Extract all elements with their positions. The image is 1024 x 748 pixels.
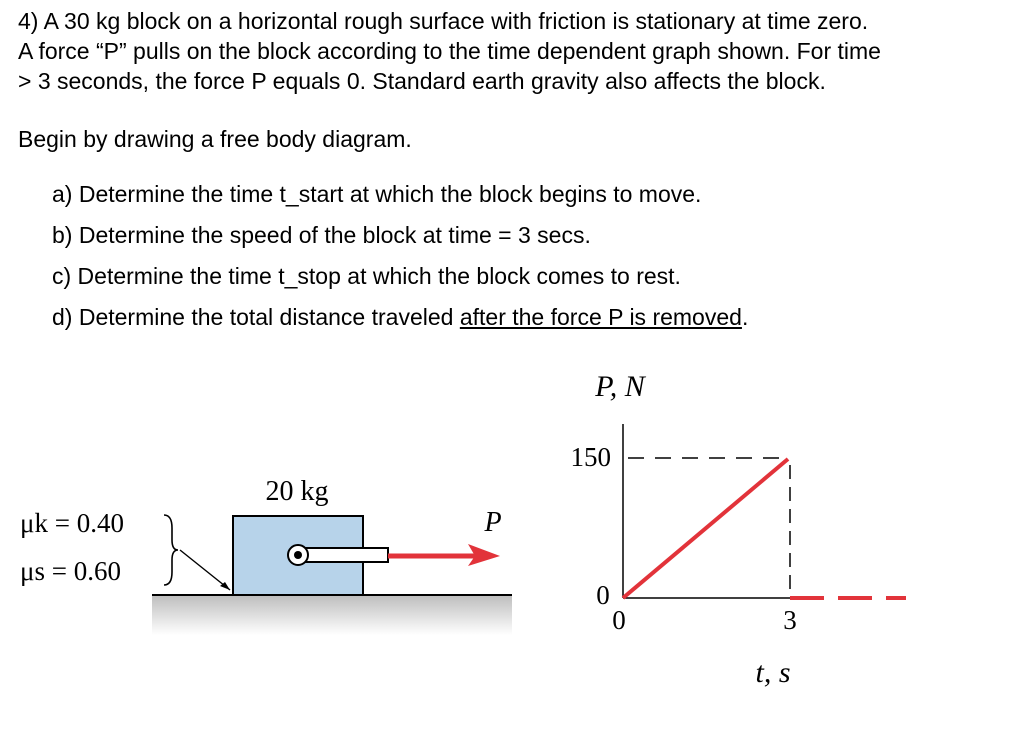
force-label: P [484, 507, 502, 538]
pull-rod [298, 548, 388, 562]
y-axis-label: P, N [595, 370, 645, 403]
part-d-prefix: d) Determine the total distance traveled [52, 304, 460, 330]
x-tick-0: 0 [612, 605, 626, 635]
series-ramp [623, 459, 788, 598]
part-a: a) Determine the time t_start at which the block begins to move. [52, 181, 702, 207]
x-tick-3: 3 [783, 605, 797, 635]
problem-line-3: > 3 seconds, the force P equals 0. Standard earth gravity also affects the block. [18, 68, 826, 94]
mu-k-label: μk = 0.40 [20, 508, 124, 538]
mu-s-label: μs = 0.60 [20, 556, 121, 586]
mass-label: 20 kg [265, 476, 329, 507]
force-time-chart [571, 370, 907, 689]
part-d-underlined: after the force P is removed [459, 304, 742, 330]
eyelet-center [294, 551, 302, 559]
ground-surface [152, 595, 512, 635]
fbd-prompt: Begin by drawing a free body diagram. [18, 126, 412, 152]
brace [164, 515, 178, 585]
problem-line-2: A force “P” pulls on the block according to the time dependent graph shown. For time [18, 38, 881, 64]
problem-line-1: 4) A 30 kg block on a horizontal rough surface with friction is stationary at time zero. [18, 8, 869, 34]
y-tick-150: 150 [570, 442, 611, 472]
part-b: b) Determine the speed of the block at time = 3 secs. [52, 222, 591, 248]
x-axis-label: t, s [755, 656, 791, 689]
y-tick-0: 0 [596, 580, 610, 610]
part-d-suffix: . [741, 304, 749, 330]
part-c: c) Determine the time t_stop at which the block comes to rest. [52, 263, 681, 289]
